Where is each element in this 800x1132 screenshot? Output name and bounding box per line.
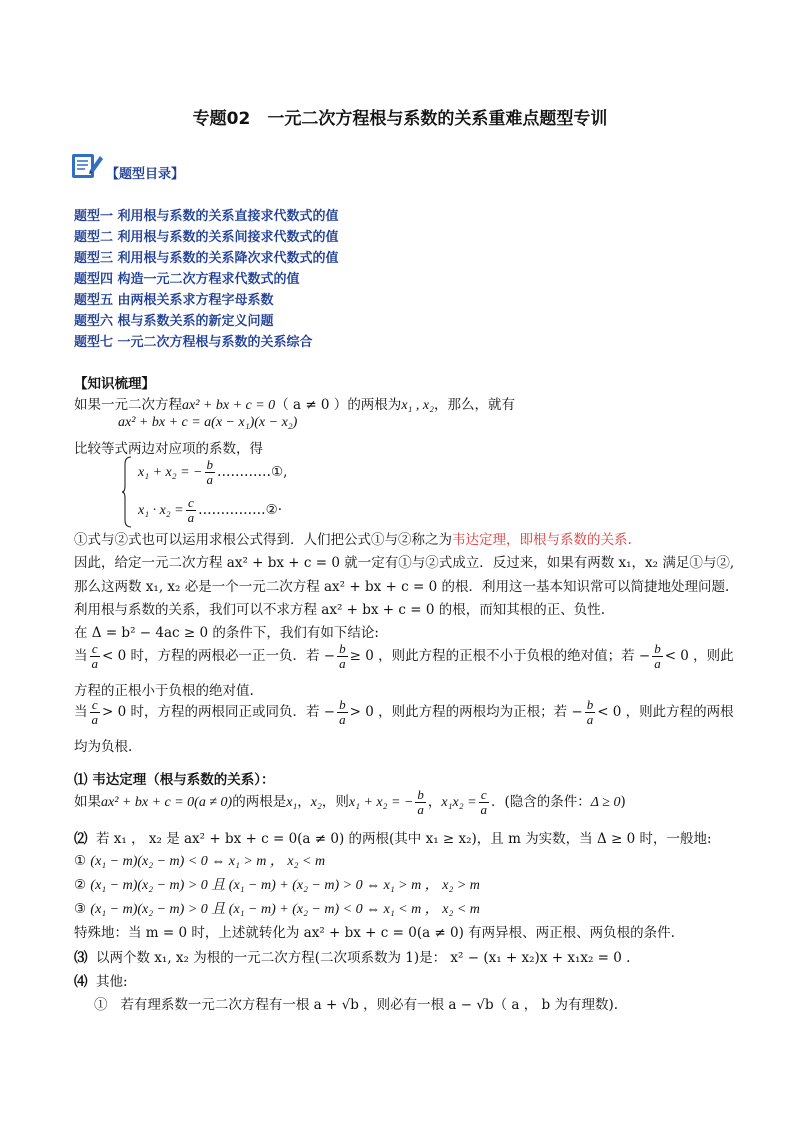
special-case-line: 特殊地：当 m = 0 时，上述就转化为 ax² + bx + c = 0(a ≠ 0) 有两异根、两正根、两负根的条件. (74, 925, 675, 941)
fraction: $\frac{b}{a}$ (417, 787, 424, 817)
fraction: $\frac{b}{a}$ (339, 697, 346, 727)
toc-item[interactable]: 题型四 构造一元二次方程求代数式的值 (74, 272, 300, 287)
paragraph-line: 方程的正根小于负根的绝对值. (74, 683, 254, 699)
section-2-intro: 若 x₁ ， x₂ 是 ax² + bx + c = 0(a ≠ 0) 的两根(其中 x₁ ≥ x₂)，且 m 为实数，当 Δ ≥ 0 时，一般地: (96, 831, 712, 847)
section-4-item: ① 若有理系数一元二次方程有一根 a + √b ，则必有一根 a − √b（ a ， b 为有理数). (94, 997, 619, 1013)
section-4-text: 其他: (96, 974, 128, 990)
fraction: $\frac{b}{a}$ (206, 457, 214, 487)
knowledge-line-3: 比较等式两边对应项的系数，得 (74, 441, 263, 457)
knowledge-line-1: 如果一元二次方程ax² + bx + c = 0（ a ≠ 0 ）的两根为x₁ , x₂，那么，就有 (74, 397, 515, 413)
section-1-heading: ⑴ 韦达定理（根与系数的关系）： (74, 772, 275, 788)
toc-item[interactable]: 题型二 利用根与系数的关系间接求代数式的值 (74, 230, 339, 245)
sign-rule-line-1: 当 $\frac{c}{a}$ < 0 时，方程的两根必一正一负．若 − $\frac{b}{a}$ ≥ 0 ，则此方程的正根不小于负根的绝对值；若 − $\frac{b}{a}$ < 0 ，则此 (74, 641, 734, 671)
paragraph-vieta: ①式与②式也可以运用求根公式得到．人们把公式①与②称之为韦达定理，即根与系数的关系. (74, 532, 632, 548)
toc-item[interactable]: 题型六 根与系数关系的新定义问题 (74, 314, 274, 329)
fraction: $\frac{b}{a}$ (654, 641, 661, 671)
knowledge-heading: 【知识梳理】 (74, 376, 155, 392)
paragraph-line: 因此，给定一元二次方程 ax² + bx + c = 0 就一定有①与②式成立．反过来，如果有两数 x₁，x₂ 满足①与②, (74, 555, 735, 571)
toc-item[interactable]: 题型一 利用根与系数的关系直接求代数式的值 (74, 209, 339, 224)
fraction: $\frac{c}{a}$ (187, 495, 195, 525)
fraction: $\frac{c}{a}$ (91, 697, 98, 727)
paragraph-line: 利用根与系数的关系，我们可以不求方程 ax² + bx + c = 0 的根，而知其根的正、负性. (74, 602, 606, 618)
section-1-statement: 如果ax² + bx + c = 0(a ≠ 0)的两根是x₁，x₂，则x₁ + x₂ = − $\frac{b}{a}$ ，x₁x₂ = $\frac{c}{a}$ ．(隐含的条件：Δ ≥ 0) (74, 787, 626, 817)
paragraph-line: 在 Δ = b² − 4ac ≥ 0 的条件下，我们有如下结论: (74, 625, 379, 641)
vieta-highlight: 韦达定理，即根与系数的关系. (452, 532, 632, 548)
fraction: $\frac{b}{a}$ (586, 697, 594, 727)
condition-item: ③ (x₁ − m)(x₂ − m) > 0 且 (x₁ − m) + (x₂ − m) < 0 ⇔ x₁ < m ， x₂ < m (74, 901, 480, 917)
section-4-heading: ⑷ (74, 974, 88, 990)
vieta-product-equation: x₁ · x₂ = $\frac{c}{a}$ ……………②· (138, 495, 283, 525)
toc-item[interactable]: 题型三 利用根与系数的关系降次求代数式的值 (74, 251, 339, 266)
fraction: $\frac{c}{a}$ (91, 641, 98, 671)
notebook-pen-icon (70, 150, 104, 180)
factor-identity: ax² + bx + c = a(x − x₁)(x − x₂) (118, 415, 298, 430)
toc-item[interactable]: 题型五 由两根关系求方程字母系数 (74, 293, 274, 308)
vieta-sum-equation: x₁ + x₂ = − $\frac{b}{a}$ …………①, (138, 457, 288, 487)
condition-item: ② (x₁ − m)(x₂ − m) > 0 且 (x₁ − m) + (x₂ − m) > 0 ⇔ x₁ > m ， x₂ > m (74, 877, 480, 893)
paragraph-line: 那么这两数 x₁, x₂ 必是一个一元二次方程 ax² + bx + c = 0 的根．利用这一基本知识常可以简捷地处理问题. (74, 579, 730, 595)
condition-item: ① (x₁ − m)(x₂ − m) < 0 ⇔ x₁ > m ， x₂ < m (74, 853, 326, 869)
toc-heading: 【题型目录】 (106, 167, 185, 182)
fraction: $\frac{b}{a}$ (339, 641, 346, 671)
section-3-text: 以两个数 x₁, x₂ 为根的一元二次方程(二次项系数为 1)是： x² − (x₁ + x₂)x + x₁x₂ = 0 . (96, 950, 631, 966)
system-brace (122, 456, 132, 528)
paragraph-line: 均为负根. (74, 739, 133, 755)
toc-item[interactable]: 题型七 一元二次方程根与系数的关系综合 (74, 335, 313, 350)
section-3-heading: ⑶ (74, 950, 88, 966)
page-title: 专题02 一元二次方程根与系数的关系重难点题型专训 (192, 109, 608, 129)
fraction: $\frac{c}{a}$ (480, 787, 488, 817)
section-2-heading: ⑵ (74, 831, 88, 847)
sign-rule-line-2: 当 $\frac{c}{a}$ > 0 时，方程的两根同正或同负．若 − $\frac{b}{a}$ > 0 ，则此方程的两根均为正根；若 − $\frac{b}{a}$ < 0 ，则此方程的两根 (74, 697, 734, 727)
